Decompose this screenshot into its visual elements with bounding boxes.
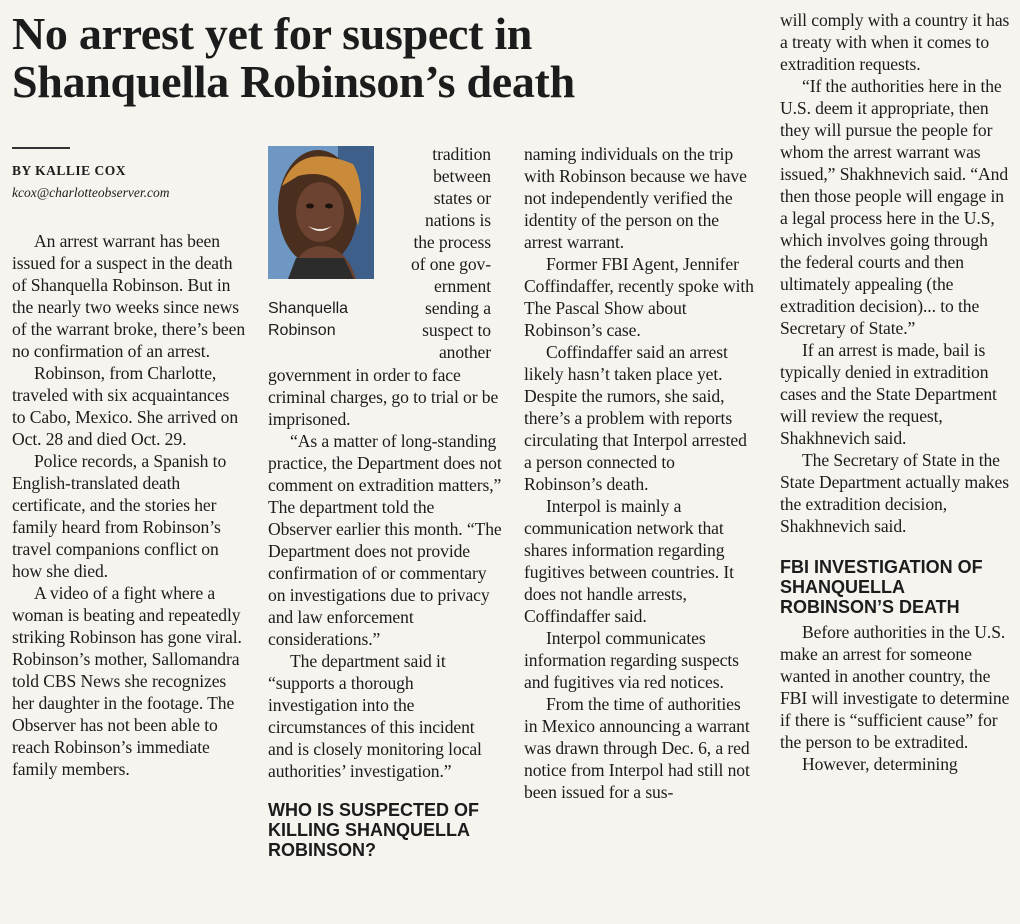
col4-paragraph-5: Before authorities in the U.S. make an arrest for someone wanted in another country, the FBI will investigate to determine if there is “sufficient cause” for the person to be extradited. xyxy=(780,622,1010,752)
wrap-line-10: another xyxy=(438,342,491,362)
wrap-line-9: suspect to xyxy=(422,320,491,340)
caption-line-2: Robinson xyxy=(268,322,336,339)
col1-paragraph-2: Robinson, from Charlotte, traveled with six acquaintances to Cabo, Mexico. She arrived on Oct. 28 and died Oct. 29. xyxy=(12,363,239,449)
column-2-wrap xyxy=(386,143,491,363)
col4-paragraph-4: The Secretary of State in the State Department actually makes the extradition decision, Shakhnevich said. xyxy=(780,450,1009,536)
col4-paragraph-6: However, determining xyxy=(802,754,958,774)
col3-paragraph-3: Coffindaffer said an arrest likely hasn’t taken place yet. Despite the rumors, she said, there’s a problem with reports circulating that Interpol arrested a person connected to Robinson’s death. xyxy=(524,342,747,494)
subhead-fbi: FBI INVESTIGATION OF SHANQUELLA ROBINSON’S DEATH xyxy=(780,557,983,617)
wrap-line-4: nations is xyxy=(425,210,491,230)
column-2 xyxy=(268,364,502,860)
wrap-line-5: the process xyxy=(413,232,491,252)
col2-paragraph-3: The department said it “supports a thorough investigation into the circumstances of this incident and is closely monitoring local authorities’ investigation.” xyxy=(268,651,482,781)
col1-paragraph-1: An arrest warrant has been issued for a suspect in the death of Shanquella Robinson. But in the nearly two weeks since news of the warrant broke, there’s been no confirmation of an arrest. xyxy=(12,231,246,361)
col3-paragraph-1: naming individuals on the trip with Robinson because we have not independently verified the identity of the person on the arrest warrant. xyxy=(524,144,747,252)
wrap-line-3: states or xyxy=(433,188,491,208)
headline: No arrest yet for suspect in Shanquella Robinson’s death xyxy=(12,8,575,107)
subhead-suspect: WHO IS SUSPECTED OF KILLING SHANQUELLA ROBINSON? xyxy=(268,800,480,860)
col4-paragraph-3: If an arrest is made, bail is typically denied in extradition cases and the State Department will review the request, Shakhnevich said. xyxy=(780,340,997,448)
col3-paragraph-6: From the time of authorities in Mexico announcing a warrant was drawn through Dec. 6, a red notice from Interpol had still not been issued for a sus- xyxy=(524,694,750,802)
col3-paragraph-5: Interpol communicates information regarding suspects and fugitives via red notices. xyxy=(524,628,739,692)
byline: BY KALLIE COX xyxy=(12,163,127,178)
wrap-line-7: ernment xyxy=(434,276,491,296)
photo-caption xyxy=(268,298,378,342)
col3-paragraph-4: Interpol is mainly a communication network that shares information regarding fugitives between countries. It does not handle arrests, Coffindaffer said. xyxy=(524,496,734,626)
column-1 xyxy=(12,230,246,780)
wrap-line-6: of one gov- xyxy=(410,254,491,274)
col1-paragraph-3: Police records, a Spanish to English-translated death certificate, and the stories her family heard from Robinson’s travel companions conflict on how she died. xyxy=(12,451,227,581)
column-3 xyxy=(524,143,756,803)
col3-paragraph-2: Former FBI Agent, Jennifer Coffindaffer, recently spoke with The Pascal Show about Robinson’s case. xyxy=(524,254,754,340)
portrait-photo xyxy=(268,146,374,279)
caption-line-1: Shanquella xyxy=(268,300,349,317)
byline-rule xyxy=(12,147,70,149)
col4-paragraph-2: “If the authorities here in the U.S. deem it appropriate, then they will pursue the people for whom the arrest warrant was issued,” Shakhnevich said. “And then those people will engage in a legal process here in the U.S, which involves going through the federal courts and then ultimately appealing (the extradition decision)... to the Secretary of State.” xyxy=(780,76,1009,338)
wrap-line-2: between xyxy=(433,166,491,186)
wrap-line-1: tradition xyxy=(432,144,491,164)
col2-paragraph-1: government in order to face criminal charges, go to trial or be imprisoned. xyxy=(268,365,499,429)
wrap-line-8: sending a xyxy=(424,298,491,318)
author-email[interactable]: kcox@charlotteobserver.com xyxy=(12,185,170,200)
column-4 xyxy=(780,9,1012,775)
col1-paragraph-4: A video of a fight where a woman is beating and repeatedly striking Robinson has gone viral. Robinson’s mother, Sallomandra told CBS News she recognizes her daughter in the footage. The Observer has not been able to reach Robinson’s immediate family members. xyxy=(12,583,242,779)
col4-paragraph-1: will comply with a country it has a treaty with when it comes to extradition requests. xyxy=(780,10,1010,74)
col2-paragraph-2: “As a matter of long-standing practice, the Department does not comment on extradition matters,” The department told the Observer earlier this month. “The Department does not provide confirmation of or commentary on investigations due to privacy and law enforcement considerations.” xyxy=(268,431,502,649)
